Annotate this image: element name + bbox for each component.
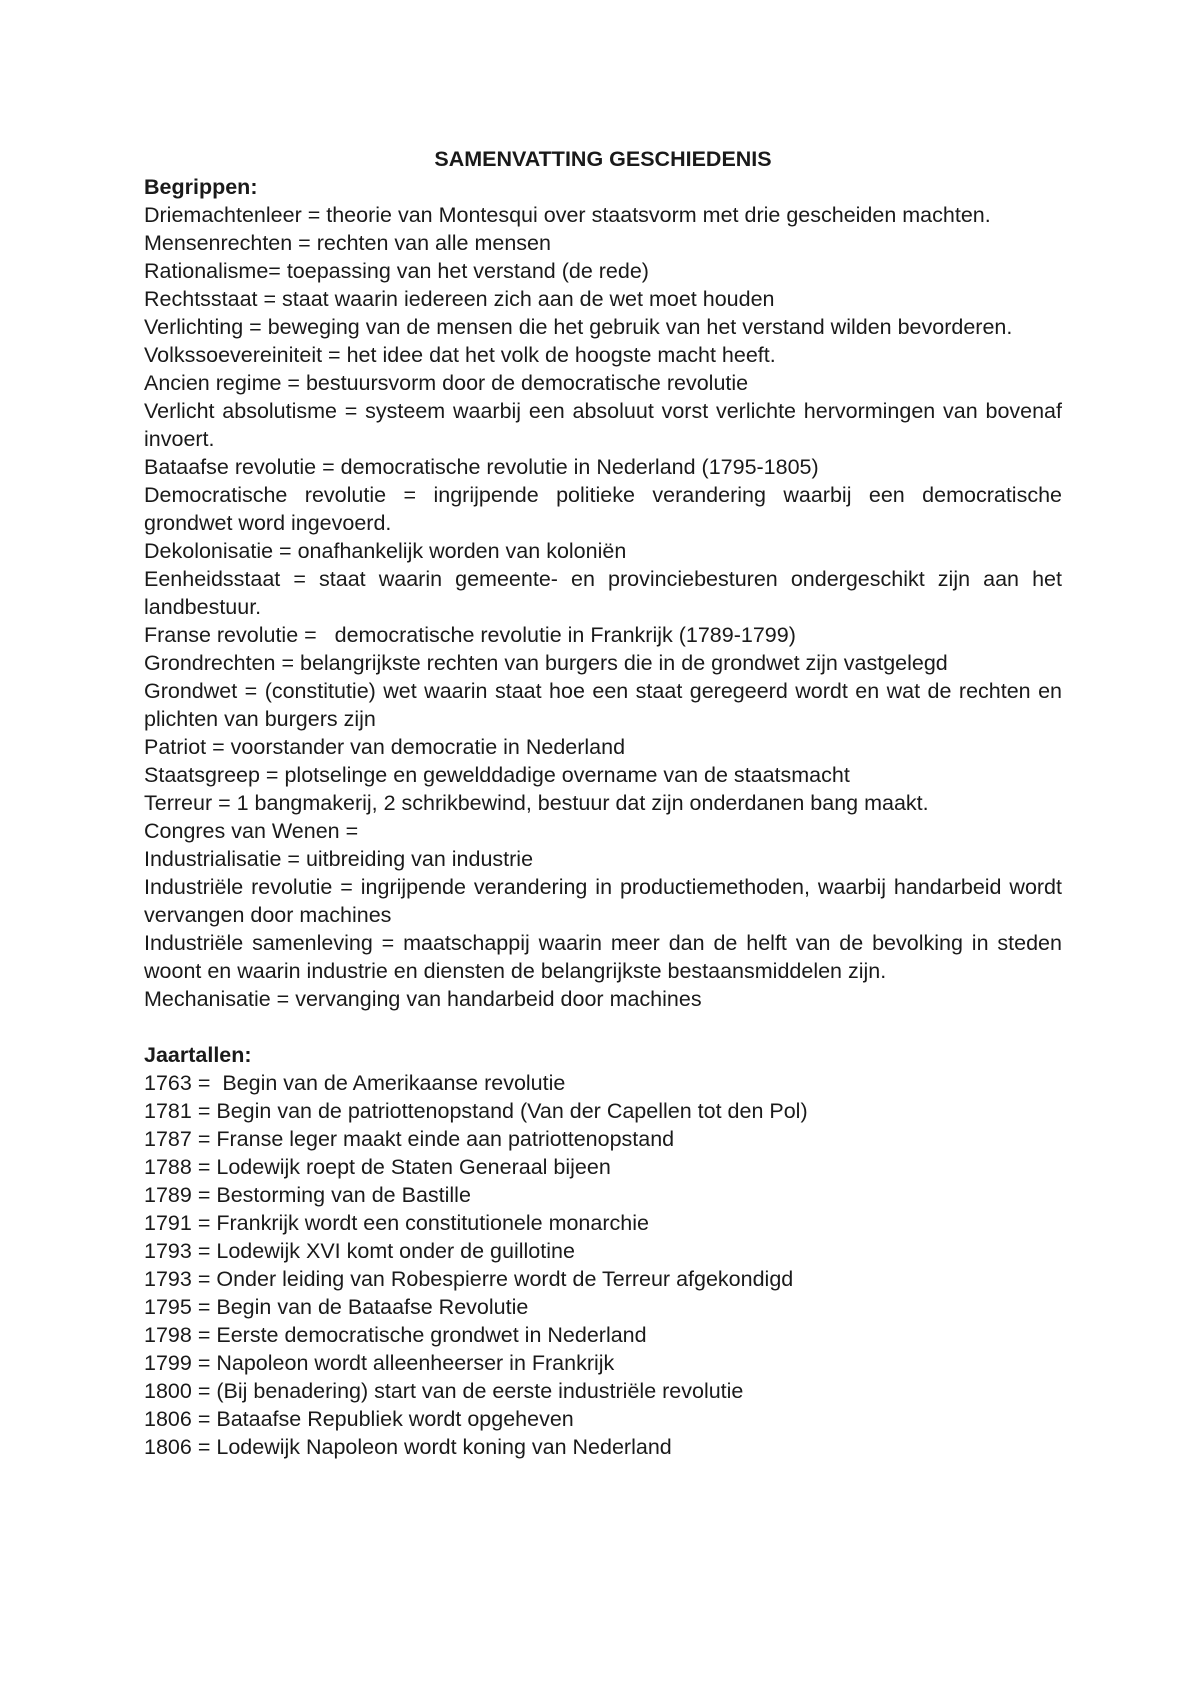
- year-entry: [144, 1237, 1062, 1265]
- year-separator: =: [191, 1351, 217, 1375]
- year-value: 1793: [144, 1267, 192, 1291]
- concept-term: Verlichting: [144, 315, 244, 339]
- year-value: 1788: [144, 1155, 192, 1179]
- concept-definition: democratische revolutie in Nederland (1795-1805): [340, 455, 819, 479]
- concept-term: Mechanisatie: [144, 987, 271, 1011]
- concept-definition: 1 bangmakerij, 2 schrikbewind, bestuur dat zijn onderdanen bang maakt.: [236, 791, 929, 815]
- concept-separator: =: [301, 203, 327, 227]
- concept-term: Industriële revolutie: [144, 875, 333, 899]
- section-spacer: [144, 1013, 1062, 1041]
- concept-entry: [144, 873, 1062, 929]
- concept-separator: =: [372, 931, 404, 955]
- year-entry: [144, 1125, 1062, 1153]
- concept-term: Grondrechten: [144, 651, 276, 675]
- concept-entry: [144, 201, 1062, 229]
- concept-definition: belangrijkste rechten van burgers die in de grondwet zijn vastgelegd: [299, 651, 948, 675]
- concept-term: Industrialisatie: [144, 847, 282, 871]
- year-value: 1806: [144, 1435, 192, 1459]
- concept-term: Volkssoevereiniteit: [144, 343, 323, 367]
- concept-separator: =: [206, 735, 231, 759]
- years-list: [144, 1069, 1062, 1461]
- year-separator: =: [191, 1211, 217, 1235]
- concept-entry: [144, 761, 1062, 789]
- concept-entry: [144, 313, 1062, 341]
- concept-separator: =: [268, 259, 287, 283]
- concept-separator: =: [316, 455, 341, 479]
- year-separator: =: [191, 1239, 217, 1263]
- year-entry: [144, 1349, 1062, 1377]
- concept-term: Staatsgreep: [144, 763, 260, 787]
- year-value: 1793: [144, 1239, 192, 1263]
- concept-definition: toepassing van het verstand (de rede): [286, 259, 649, 283]
- year-event: Frankrijk wordt een constitutionele monarchie: [216, 1211, 649, 1235]
- concept-term: Dekolonisatie: [144, 539, 274, 563]
- concept-separator: =: [259, 763, 285, 787]
- year-value: 1806: [144, 1407, 192, 1431]
- concept-separator: =: [237, 679, 265, 703]
- concept-entry: [144, 733, 1062, 761]
- year-separator: =: [191, 1127, 217, 1151]
- page-title: SAMENVATTING GESCHIEDENIS: [434, 147, 772, 171]
- year-separator: =: [191, 1071, 223, 1095]
- concept-entry: [144, 789, 1062, 817]
- concept-entry: [144, 621, 1062, 649]
- concept-entry: [144, 397, 1062, 453]
- year-event: Bataafse Republiek wordt opgeheven: [216, 1407, 574, 1431]
- concept-separator: =: [280, 567, 320, 591]
- year-entry: [144, 1265, 1062, 1293]
- concept-definition: ingrijpende verandering in productiemethoden, waarbij handarbeid wordt vervangen door machines: [144, 875, 1062, 927]
- year-event: Napoleon wordt alleenheerser in Frankrijk: [216, 1351, 615, 1375]
- concept-definition: vervanging van handarbeid door machines: [295, 987, 702, 1011]
- concept-entry: [144, 481, 1062, 537]
- concept-entry: [144, 369, 1062, 397]
- concept-separator: =: [337, 399, 366, 423]
- year-value: 1789: [144, 1183, 192, 1207]
- concept-entry: [144, 257, 1062, 285]
- concept-definition: uitbreiding van industrie: [305, 847, 534, 871]
- concept-separator: =: [275, 651, 300, 675]
- concept-entry: [144, 285, 1062, 313]
- year-event: Lodewijk Napoleon wordt koning van Nederland: [216, 1435, 672, 1459]
- concept-term: Democratische revolutie: [144, 483, 387, 507]
- concept-definition: beweging van de mensen die het gebruik van het verstand wilden bevorderen.: [267, 315, 1013, 339]
- concept-term: Patriot: [144, 735, 207, 759]
- concept-term: Ancien regime: [144, 371, 282, 395]
- concept-separator: =: [257, 287, 283, 311]
- year-entry: [144, 1069, 1062, 1097]
- year-separator: =: [191, 1099, 217, 1123]
- year-event: Begin van de patriottenopstand (Van der Capellen tot den Pol): [216, 1099, 808, 1123]
- concept-term: Industriële samenleving: [144, 931, 373, 955]
- concept-term: Franse revolutie: [144, 623, 299, 647]
- concept-entry: [144, 929, 1062, 985]
- concept-term: Rationalisme: [144, 259, 269, 283]
- concept-term: Eenheidsstaat: [144, 567, 281, 591]
- year-event: Lodewijk roept de Staten Generaal bijeen: [216, 1155, 611, 1179]
- year-value: 1795: [144, 1295, 192, 1319]
- concept-definition: plotselinge en gewelddadige overname van de staatsmacht: [284, 763, 850, 787]
- year-event: Onder leiding van Robespierre wordt de Terreur afgekondigd: [216, 1267, 794, 1291]
- concept-term: Mensenrechten: [144, 231, 293, 255]
- concept-term: Congres van Wenen: [144, 819, 340, 843]
- year-event: Bestorming van de Bastille: [216, 1183, 471, 1207]
- concept-entry: [144, 677, 1062, 733]
- concept-definition: maatschappij waarin meer dan de helft van de bevolking in steden woont en waarin industrie en diensten de belangrijkste bestaansmiddelen zijn.: [144, 931, 1062, 983]
- year-separator: =: [191, 1183, 217, 1207]
- year-value: 1781: [144, 1099, 192, 1123]
- year-event: Lodewijk XVI komt onder de guillotine: [216, 1239, 575, 1263]
- year-entry: [144, 1209, 1062, 1237]
- concept-separator: =: [332, 875, 361, 899]
- concept-entry: [144, 341, 1062, 369]
- concept-separator: =: [281, 371, 306, 395]
- concept-entry: [144, 845, 1062, 873]
- concept-entry: [144, 985, 1062, 1013]
- concept-definition: bestuursvorm door de democratische revolutie: [305, 371, 749, 395]
- concept-entry: [144, 453, 1062, 481]
- concept-separator: =: [270, 987, 296, 1011]
- year-entry: [144, 1405, 1062, 1433]
- concept-separator: =: [292, 231, 317, 255]
- year-event: (Bij benadering) start van de eerste industriële revolutie: [216, 1379, 744, 1403]
- year-value: 1763: [144, 1071, 192, 1095]
- year-separator: =: [191, 1323, 217, 1347]
- year-separator: =: [191, 1435, 217, 1459]
- concept-separator: =: [322, 343, 347, 367]
- years-heading: Jaartallen:: [144, 1043, 252, 1067]
- concept-definition: staat waarin gemeente- en provinciebesturen ondergeschikt zijn aan het landbestuur.: [144, 567, 1062, 619]
- year-separator: =: [191, 1267, 217, 1291]
- year-entry: [144, 1097, 1062, 1125]
- concepts-list: [144, 201, 1062, 1013]
- year-value: 1800: [144, 1379, 192, 1403]
- year-entry: [144, 1433, 1062, 1461]
- year-separator: =: [191, 1295, 217, 1319]
- concept-entry: [144, 565, 1062, 621]
- concept-separator: =: [298, 623, 335, 647]
- concept-term: Rechtsstaat: [144, 287, 258, 311]
- year-event: Begin van de Bataafse Revolutie: [216, 1295, 529, 1319]
- concept-term: Grondwet: [144, 679, 238, 703]
- concept-definition: theorie van Montesqui over staatsvorm met drie gescheiden machten.: [326, 203, 991, 227]
- document-body: [144, 145, 1062, 1461]
- year-entry: [144, 1181, 1062, 1209]
- concept-term: Bataafse revolutie: [144, 455, 317, 479]
- concept-definition: staat waarin iedereen zich aan de wet moet houden: [282, 287, 775, 311]
- year-event: Eerste democratische grondwet in Nederland: [216, 1323, 647, 1347]
- year-entry: [144, 1153, 1062, 1181]
- concept-definition: systeem waarbij een absoluut vorst verlichte hervormingen van bovenaf invoert.: [144, 399, 1062, 451]
- concept-term: Driemachtenleer: [144, 203, 302, 227]
- year-event: Begin van de Amerikaanse revolutie: [222, 1071, 566, 1095]
- year-entry: [144, 1377, 1062, 1405]
- concept-separator: =: [339, 819, 359, 843]
- concept-definition: onafhankelijk worden van koloniën: [297, 539, 627, 563]
- year-entry: [144, 1321, 1062, 1349]
- concept-definition: democratische revolutie in Frankrijk (1789-1799): [334, 623, 796, 647]
- year-value: 1798: [144, 1323, 192, 1347]
- concept-definition: ingrijpende politieke verandering waarbij een democratische grondwet word ingevoerd.: [144, 483, 1062, 535]
- concept-definition: (constitutie) wet waarin staat hoe een staat geregeerd wordt en wat de rechten en plichten van burgers zijn: [144, 679, 1062, 731]
- year-value: 1799: [144, 1351, 192, 1375]
- concept-term: Terreur: [144, 791, 213, 815]
- year-event: Franse leger maakt einde aan patriottenopstand: [216, 1127, 675, 1151]
- year-value: 1791: [144, 1211, 192, 1235]
- concept-separator: =: [243, 315, 268, 339]
- year-separator: =: [191, 1407, 217, 1431]
- concept-definition: het idee dat het volk de hoogste macht heeft.: [346, 343, 776, 367]
- concept-term: Verlicht absolutisme: [144, 399, 338, 423]
- concept-entry: [144, 649, 1062, 677]
- concept-separator: =: [212, 791, 237, 815]
- concept-separator: =: [281, 847, 306, 871]
- concept-entry: [144, 229, 1062, 257]
- concept-separator: =: [386, 483, 434, 507]
- year-separator: =: [191, 1379, 217, 1403]
- concept-entry: [144, 817, 1062, 845]
- concepts-heading: Begrippen:: [144, 175, 258, 199]
- year-value: 1787: [144, 1127, 192, 1151]
- year-separator: =: [191, 1155, 217, 1179]
- concept-definition: rechten van alle mensen: [316, 231, 551, 255]
- concept-definition: voorstander van democratie in Nederland: [230, 735, 626, 759]
- concept-separator: =: [273, 539, 298, 563]
- year-entry: [144, 1293, 1062, 1321]
- concept-entry: [144, 537, 1062, 565]
